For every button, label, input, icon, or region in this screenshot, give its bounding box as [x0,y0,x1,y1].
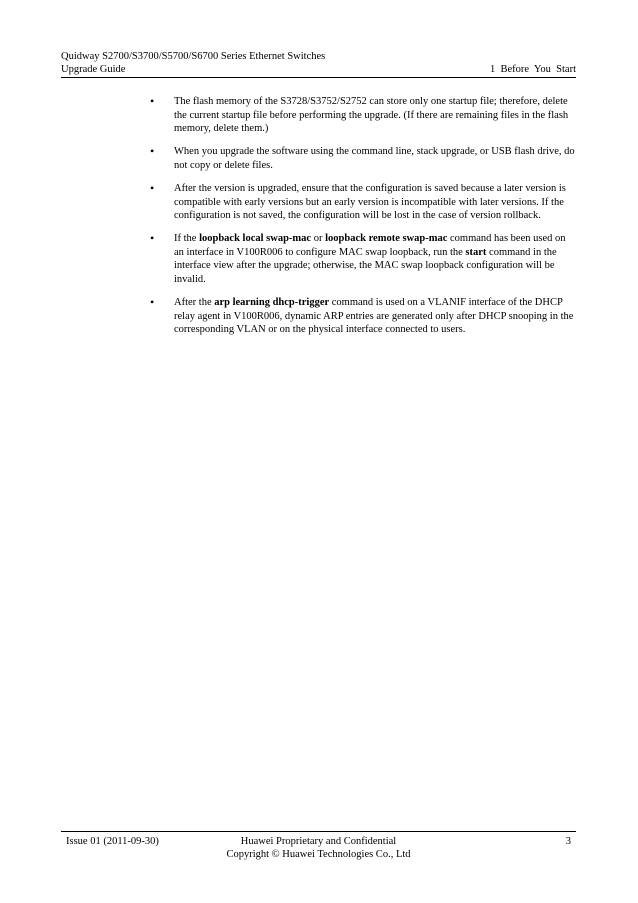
bullet-item [150,296,576,337]
footer-issue: Issue 01 (2011-09-30) [66,836,159,847]
bullet-dot-icon: • [150,295,155,310]
bullet-text [174,95,576,136]
bullet-list [150,95,576,346]
footer-divider [61,831,576,832]
page-header [61,50,576,76]
footer-confidential: Huawei Proprietary and Confidential [240,836,397,847]
bullet-text-run: command has been used on an interface in V100R006 to configure MAC swap loopback, run the [174,233,566,258]
bullet-dot-icon: • [150,180,155,195]
bullet-item [150,182,576,223]
bullet-text-run: or [311,233,326,245]
bullet-text-run: The flash memory of the S3728/S3752/S2752 can store only one startup file; therefore, delete the current startup file before performing the upgrade. (If there are remaining files in the flash memory, delete them.) [174,96,569,135]
bullet-text [174,296,576,337]
bullet-text-run: command is used on a VLANIF interface of the DHCP relay agent in V100R006, dynamic ARP entries are generated only after DHCP snooping in the corresponding VLAN or on the physical interface connected to users. [174,297,574,336]
bullet-text-run: After the [174,297,215,309]
bullet-text-run: After the version is upgraded, ensure that the configuration is saved because a later version is compatible with early versions but an early version is incompatible with later versions. If the configuration is not saved, the configuration will be lost in the case of version rollback. [174,182,566,222]
header-section-title: 1 Before You Start [489,64,576,75]
bullet-item [150,145,576,172]
bullet-text-run: If the [174,233,200,245]
header-row [61,63,576,76]
bullet-command-text: loopback local swap-mac [199,233,312,245]
bullet-text-run: command in the interface view after the upgrade; otherwise, the MAC swap loopback configuration will be invalid. [174,246,557,286]
bullet-text-run: When you upgrade the software using the command line, stack upgrade, or USB flash drive, do not copy or delete files. [174,146,575,171]
page-number: 3 [565,836,571,847]
bullet-command-text: arp learning dhcp-trigger [214,297,330,309]
bullet-dot-icon: • [150,231,155,246]
header-guide-name: Upgrade Guide [61,64,126,75]
bullet-command-text: loopback remote swap-mac [325,233,448,245]
bullet-dot-icon: • [150,94,155,108]
header-divider [61,77,576,78]
bullet-dot-icon: • [150,144,155,159]
bullet-text [174,232,576,286]
bullet-command-text: start [465,246,487,258]
header-product-title: Quidway S2700/S3700/S5700/S6700 Series Ethernet Switches [61,51,326,62]
bullet-item [150,95,576,136]
bullet-text [174,182,576,223]
bullet-item [150,232,576,286]
footer-copyright: Copyright © Huawei Technologies Co., Ltd [226,849,411,860]
bullet-text [174,145,576,172]
footer-center [61,835,576,861]
